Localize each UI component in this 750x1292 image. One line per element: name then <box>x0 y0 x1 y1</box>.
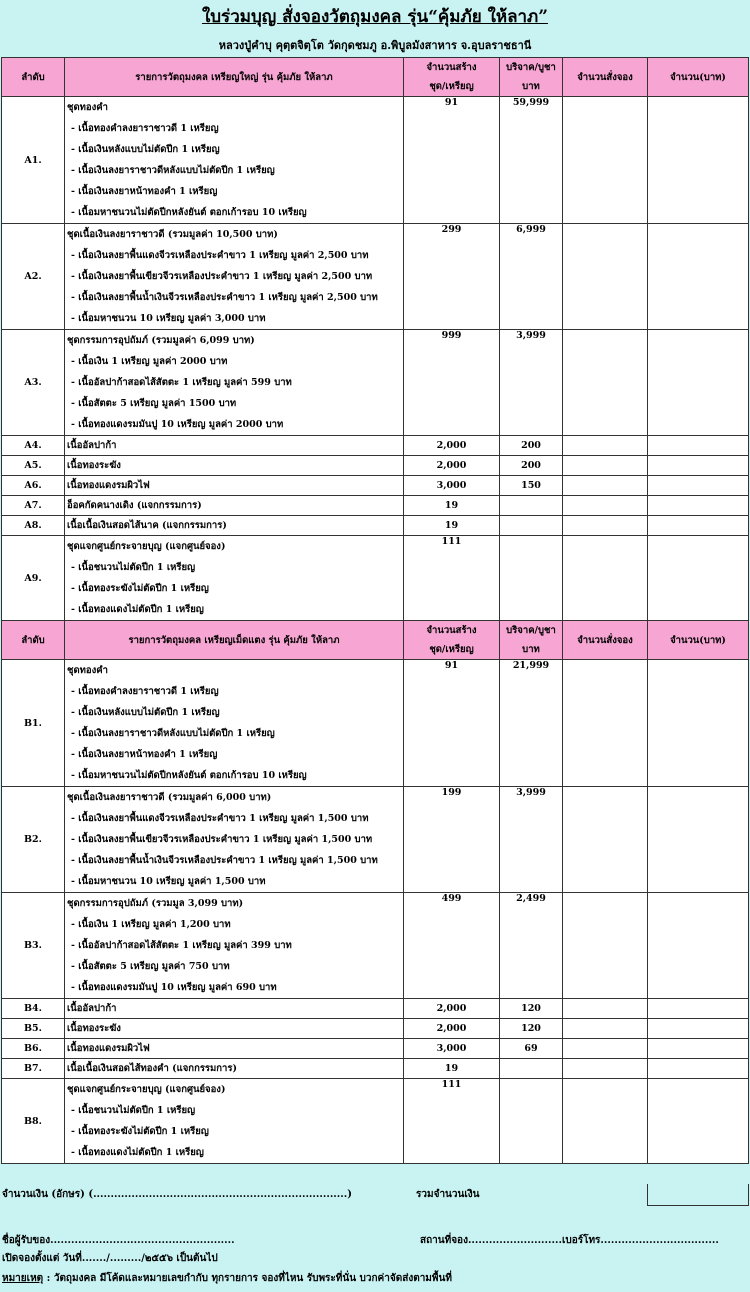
item-line: - เนื้อเงินลงยาพื้นเขียวจีวรเหลืองประคำขาว 1 เหรียญ มูลค่า 1,500 บาท <box>71 834 373 845</box>
item-line: - เนื้อสัตตะ 5 เหรียญ มูลค่า 1500 บาท <box>71 398 237 409</box>
booked-qty-input[interactable] <box>563 1039 648 1059</box>
item-line: - เนื้อทองระฆังไม่ตัดปีก 1 เหรียญ <box>71 583 209 594</box>
booked-qty-input[interactable] <box>563 436 648 456</box>
item-line: ชุดกรรมการอุปถัมภ์ (รวมมูล 3,099 บาท) <box>67 898 244 909</box>
item-line: ชุดกรรมการอุปถัมภ์ (รวมมูลค่า 6,099 บาท) <box>67 335 255 346</box>
booked-qty-input[interactable] <box>563 330 648 436</box>
item-code: A1. <box>2 97 65 224</box>
item-line: - เนื้อเงินลงยาพื้นเขียวจีวรเหลืองประคำขาว 1 เหรียญ มูลค่า 2,500 บาท <box>71 271 373 282</box>
amount-input[interactable] <box>648 1059 749 1079</box>
amount-input[interactable] <box>648 516 749 536</box>
item-description <box>65 1079 404 1164</box>
item-line: - เนื้อเงินลงยาพื้นแดงจีวรเหลืองประคำขาว 1 เหรียญ มูลค่า 1,500 บาท <box>71 813 369 824</box>
amount-input[interactable] <box>648 97 749 224</box>
amount-input[interactable] <box>648 1019 749 1039</box>
item-line: - เนื้อมหาชนวนไม่ตัดปีกหลังยันต์ ตอกเก้ารอบ 10 เหรียญ <box>71 770 307 781</box>
temple-subtitle: หลวงปู่คำบุ คุตฺตจิตฺโต วัดกุดชมภู อ.พิบูลมังสาหาร จ.อุบลราชธานี <box>218 39 532 52</box>
header-price: บริจาค/บูชา บาท <box>500 621 563 660</box>
amount-words-field[interactable]: จำนวนเงิน (อักษร) (.........................................................................) <box>2 1189 352 1200</box>
item-line: - เนื้อเงิน 1 เหรียญ มูลค่า 1,200 บาท <box>71 919 231 930</box>
header-qty: จำนวนสร้าง ชุด/เหรียญ <box>404 621 500 660</box>
item-line: - เนื้อมหาชนวน 10 เหรียญ มูลค่า 1,500 บาท <box>71 876 266 887</box>
place-phone-field[interactable]: สถานที่จอง...........................เบอร์โทร.................................. <box>420 1235 719 1246</box>
table-row <box>2 436 749 456</box>
table-row <box>2 787 749 893</box>
item-line: - เนื้ออัลปาก้าสอดไส้สัตตะ 1 เหรียญ มูลค่า 399 บาท <box>71 940 292 951</box>
table-row <box>2 660 749 787</box>
item-line: - เนื้อเงินลงยาพื้นน้ำเงินจีวรเหลืองประคำขาว 1 เหรียญ มูลค่า 1,500 บาท <box>71 855 378 866</box>
booked-qty-input[interactable] <box>563 496 648 516</box>
section-a-body <box>2 58 749 621</box>
item-description <box>65 999 404 1019</box>
table-row <box>2 1079 749 1164</box>
header-row-b <box>2 621 749 660</box>
item-qty: 3,000 <box>404 476 500 496</box>
amount-input[interactable] <box>648 496 749 516</box>
item-code: B8. <box>2 1079 65 1164</box>
booked-qty-input[interactable] <box>563 1059 648 1079</box>
item-code: A8. <box>2 516 65 536</box>
item-price <box>500 1079 563 1164</box>
note-line <box>0 1269 750 1289</box>
note-text: : วัตถุมงคล มีโค้ดและหมายเลขกำกับ ทุกรายการ จองที่ไหน รับพระที่นั่น บวกค่าจัดส่งตามพื้นที่ <box>43 1273 452 1284</box>
item-price <box>500 516 563 536</box>
item-code: B7. <box>2 1059 65 1079</box>
item-line: - เนื้อเงินลงยาพื้นน้ำเงินจีวรเหลืองประคำขาว 1 เหรียญ มูลค่า 2,500 บาท <box>71 292 378 303</box>
item-price: 69 <box>500 1039 563 1059</box>
header-order: ลำดับ <box>2 58 65 97</box>
item-description <box>65 97 404 224</box>
item-description <box>65 1019 404 1039</box>
booked-qty-input[interactable] <box>563 476 648 496</box>
amount-input[interactable] <box>648 1039 749 1059</box>
item-description <box>65 516 404 536</box>
item-price <box>500 536 563 621</box>
item-description <box>65 496 404 516</box>
note-label: หมายเหตุ <box>2 1273 44 1284</box>
item-line: เนื้อทองแดงรมผิวไฟ <box>67 1043 150 1054</box>
booked-qty-input[interactable] <box>563 787 648 893</box>
booked-qty-input[interactable] <box>563 999 648 1019</box>
amount-input[interactable] <box>648 436 749 456</box>
item-line: - เนื้อเงินหลังแบบไม่ตัดปีก 1 เหรียญ <box>71 144 220 155</box>
item-qty: 91 <box>404 660 500 787</box>
item-price <box>500 1059 563 1079</box>
item-line: - เนื้อทองแดงไม่ตัดปีก 1 เหรียญ <box>71 1147 204 1158</box>
item-code: B1. <box>2 660 65 787</box>
booked-qty-input[interactable] <box>563 97 648 224</box>
item-code: A9. <box>2 536 65 621</box>
table-row <box>2 1039 749 1059</box>
item-line: - เนื้ออัลปาก้าสอดไส้สัตตะ 1 เหรียญ มูลค่า 599 บาท <box>71 377 292 388</box>
item-description <box>65 787 404 893</box>
item-line: - เนื้อเงินหลังแบบไม่ตัดปีก 1 เหรียญ <box>71 707 220 718</box>
item-line: เนื้อทองแดงรมผิวไฟ <box>67 480 150 491</box>
item-price: 150 <box>500 476 563 496</box>
item-line: เนื้อเนื้อเงินสอดไส้ทองคำ (แจกกรรมการ) <box>67 1063 237 1074</box>
item-line: - เนื้อทองระฆังไม่ตัดปีก 1 เหรียญ <box>71 1126 209 1137</box>
item-line: - เนื้อเงินลงยาหน้าทองคำ 1 เหรียญ <box>71 186 218 197</box>
item-qty: 19 <box>404 1059 500 1079</box>
item-price: 200 <box>500 456 563 476</box>
header-order: ลำดับ <box>2 621 65 660</box>
booked-qty-input[interactable] <box>563 536 648 621</box>
header-qty: จำนวนสร้าง ชุด/เหรียญ <box>404 58 500 97</box>
item-line: ชุดแจกศูนย์กระจายบุญ (แจกศูนย์จอง) <box>67 1084 226 1095</box>
item-line: เนื้อทองระฆัง <box>67 460 121 471</box>
item-price <box>500 496 563 516</box>
item-code: A5. <box>2 456 65 476</box>
item-line: - เนื้อทองคำลงยาราชาวดี 1 เหรียญ <box>71 123 219 134</box>
item-line: ชุดทองคำ <box>67 665 108 676</box>
item-qty: 2,000 <box>404 456 500 476</box>
item-price: 3,999 <box>500 787 563 893</box>
item-line: - เนื้อชนวนไม่ตัดปีก 1 เหรียญ <box>71 562 196 573</box>
item-description <box>65 660 404 787</box>
item-line: - เนื้อสัตตะ 5 เหรียญ มูลค่า 750 บาท <box>71 961 230 972</box>
item-description <box>65 536 404 621</box>
item-qty: 2,000 <box>404 1019 500 1039</box>
amount-input[interactable] <box>648 224 749 330</box>
item-qty: 91 <box>404 97 500 224</box>
item-qty: 19 <box>404 496 500 516</box>
item-line: เนื้อทองระฆัง <box>67 1023 121 1034</box>
item-qty: 2,000 <box>404 999 500 1019</box>
total-label: รวมจำนวนเงิน <box>416 1189 480 1200</box>
item-line: อ็อคกัดคนางเดิง (แจกกรรมการ) <box>67 500 202 511</box>
item-qty: 111 <box>404 536 500 621</box>
item-code: B2. <box>2 787 65 893</box>
table-row <box>2 456 749 476</box>
item-description <box>65 436 404 456</box>
item-line: - เนื้อเงินลงยาพื้นแดงจีวรเหลืองประคำขาว 1 เหรียญ มูลค่า 2,500 บาท <box>71 250 369 261</box>
item-qty: 19 <box>404 516 500 536</box>
item-line: ชุดเนื้อเงินลงยาราชาวดี (รวมมูลค่า 6,000 บาท) <box>67 792 272 803</box>
section-b-body <box>2 621 749 1164</box>
item-line: - เนื้อทองแดงรมมันปู 10 เหรียญ มูลค่า 690 บาท <box>71 982 277 993</box>
table-row <box>2 516 749 536</box>
booked-qty-input[interactable] <box>563 1019 648 1039</box>
header-amount: จำนวน(บาท) <box>648 58 749 97</box>
item-code: B3. <box>2 893 65 999</box>
booked-qty-input[interactable] <box>563 456 648 476</box>
open-date-text: เปิดจองตั้งแต่ วันที่......./........./๒๕๕๖ เป็นต้นไป <box>2 1253 218 1264</box>
item-line: - เนื้อเงิน 1 เหรียญ มูลค่า 2000 บาท <box>71 356 228 367</box>
amount-input[interactable] <box>648 456 749 476</box>
item-code: B6. <box>2 1039 65 1059</box>
amount-input[interactable] <box>648 476 749 496</box>
header-list-a: รายการวัตถุมงคล เหรียญใหญ่ รุ่น คุ้มภัย ให้ลาภ <box>65 58 404 97</box>
booked-qty-input[interactable] <box>563 660 648 787</box>
item-line: - เนื้อมหาชนวน 10 เหรียญ มูลค่า 3,000 บาท <box>71 313 266 324</box>
item-line: ชุดเนื้อเงินลงยาราชาวดี (รวมมูลค่า 10,500 บาท) <box>67 229 278 240</box>
table-row <box>2 893 749 999</box>
amount-input[interactable] <box>648 787 749 893</box>
item-code: B5. <box>2 1019 65 1039</box>
item-price: 6,999 <box>500 224 563 330</box>
amount-input[interactable] <box>648 330 749 436</box>
item-line: - เนื้อเงินลงยาราชาวดีหลังแบบไม่ตัดปีก 1 เหรียญ <box>71 165 275 176</box>
item-qty: 999 <box>404 330 500 436</box>
header-price: บริจาค/บูชา บาท <box>500 58 563 97</box>
item-description <box>65 224 404 330</box>
item-code: A2. <box>2 224 65 330</box>
item-price: 200 <box>500 436 563 456</box>
item-description <box>65 1039 404 1059</box>
item-description <box>65 1059 404 1079</box>
item-price: 3,999 <box>500 330 563 436</box>
item-code: A7. <box>2 496 65 516</box>
amount-input[interactable] <box>648 999 749 1019</box>
amount-input[interactable] <box>648 1079 749 1164</box>
amount-input[interactable] <box>648 660 749 787</box>
table-row <box>2 536 749 621</box>
item-description <box>65 893 404 999</box>
item-line: - เนื้อเงินลงยาราชาวดีหลังแบบไม่ตัดปีก 1 เหรียญ <box>71 728 275 739</box>
item-qty: 499 <box>404 893 500 999</box>
item-price: 21,999 <box>500 660 563 787</box>
item-line: - เนื้อชนวนไม่ตัดปีก 1 เหรียญ <box>71 1105 196 1116</box>
header-list-b: รายการวัตถุมงคล เหรียญเม็ดแตง รุ่น คุ้มภัย ให้ลาภ <box>65 621 404 660</box>
item-line: ชุดทองคำ <box>67 102 108 113</box>
item-line: - เนื้อทองแดงไม่ตัดปีก 1 เหรียญ <box>71 604 204 615</box>
header-row-a <box>2 58 749 97</box>
item-price: 120 <box>500 1019 563 1039</box>
recipient-name-field[interactable]: ชื่อผู้รับของ..................................................... <box>2 1235 235 1246</box>
item-price: 2,499 <box>500 893 563 999</box>
header-amount: จำนวน(บาท) <box>648 621 749 660</box>
table-row <box>2 999 749 1019</box>
contact-line <box>0 1232 750 1250</box>
form-title: ใบร่วมบุญ สั่งจองวัตถุมงคล รุ่น“คุ้มภัย ให้ลาภ” <box>201 7 549 27</box>
order-table <box>1 57 749 1164</box>
table-row <box>2 224 749 330</box>
item-qty: 111 <box>404 1079 500 1164</box>
item-qty: 199 <box>404 787 500 893</box>
item-line: เนื้อเนื้อเงินสอดไส้นาค (แจกกรรมการ) <box>67 520 227 531</box>
item-qty: 299 <box>404 224 500 330</box>
amount-input[interactable] <box>648 893 749 999</box>
item-description <box>65 456 404 476</box>
amount-words-line <box>0 1184 750 1206</box>
amount-input[interactable] <box>648 536 749 621</box>
item-code: A3. <box>2 330 65 436</box>
item-price: 120 <box>500 999 563 1019</box>
item-code: A6. <box>2 476 65 496</box>
item-line: เนื้ออัลปาก้า <box>67 440 117 451</box>
booked-qty-input[interactable] <box>563 224 648 330</box>
total-amount-box[interactable] <box>647 1184 749 1206</box>
item-qty: 2,000 <box>404 436 500 456</box>
table-row <box>2 97 749 224</box>
item-code: B4. <box>2 999 65 1019</box>
item-line: - เนื้อเงินลงยาหน้าทองคำ 1 เหรียญ <box>71 749 218 760</box>
item-line: เนื้ออัลปาก้า <box>67 1003 117 1014</box>
table-row <box>2 496 749 516</box>
table-row <box>2 330 749 436</box>
header-booked: จำนวนสั่งจอง <box>563 58 648 97</box>
header-booked: จำนวนสั่งจอง <box>563 621 648 660</box>
booked-qty-input[interactable] <box>563 893 648 999</box>
item-line: ชุดแจกศูนย์กระจายบุญ (แจกศูนย์จอง) <box>67 541 226 552</box>
table-row <box>2 476 749 496</box>
booked-qty-input[interactable] <box>563 1079 648 1164</box>
booked-qty-input[interactable] <box>563 516 648 536</box>
item-description <box>65 476 404 496</box>
item-qty: 3,000 <box>404 1039 500 1059</box>
item-line: - เนื้อทองคำลงยาราชาวดี 1 เหรียญ <box>71 686 219 697</box>
table-row <box>2 1019 749 1039</box>
item-price: 59,999 <box>500 97 563 224</box>
item-line: - เนื้อทองแดงรมมันปู 10 เหรียญ มูลค่า 2000 บาท <box>71 419 284 430</box>
item-line: - เนื้อมหาชนวนไม่ตัดปีกหลังยันต์ ตอกเก้ารอบ 10 เหรียญ <box>71 207 307 218</box>
item-description <box>65 330 404 436</box>
table-row <box>2 1059 749 1079</box>
item-code: A4. <box>2 436 65 456</box>
